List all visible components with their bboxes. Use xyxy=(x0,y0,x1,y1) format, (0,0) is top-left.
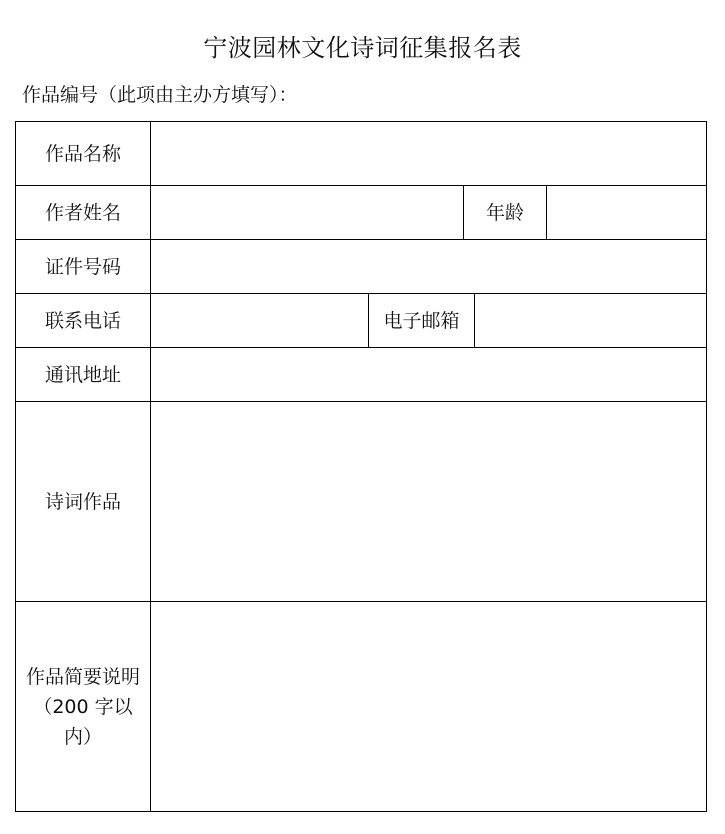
poem-label: 诗词作品 xyxy=(44,490,121,513)
summary-label-line: 作品简要说明 xyxy=(25,665,140,688)
summary-label-line: （200 字以 xyxy=(33,695,133,718)
address-label: 通讯地址 xyxy=(44,363,121,386)
address-field[interactable] xyxy=(151,348,706,401)
age-field[interactable] xyxy=(547,186,706,239)
age-label: 年龄 xyxy=(485,201,524,224)
email-field[interactable] xyxy=(475,294,706,347)
poem-field[interactable] xyxy=(151,402,706,601)
phone-field[interactable] xyxy=(151,294,368,347)
email-label: 电子邮箱 xyxy=(383,309,460,332)
phone-label: 联系电话 xyxy=(44,309,121,332)
id-number-label: 证件号码 xyxy=(44,255,121,278)
summary-label xyxy=(16,602,150,811)
id-number-field[interactable] xyxy=(151,240,706,293)
work-name-field[interactable] xyxy=(151,122,706,185)
summary-field[interactable] xyxy=(151,602,706,811)
work-number-label: 作品编号（此项由主办方填写）： xyxy=(22,84,298,106)
author-name-label: 作者姓名 xyxy=(44,201,121,224)
work-name-label: 作品名称 xyxy=(44,142,121,165)
summary-label-line: 内） xyxy=(63,725,102,748)
form-title: 宁波园林文化诗词征集报名表 xyxy=(203,34,522,62)
author-name-field[interactable] xyxy=(151,186,463,239)
